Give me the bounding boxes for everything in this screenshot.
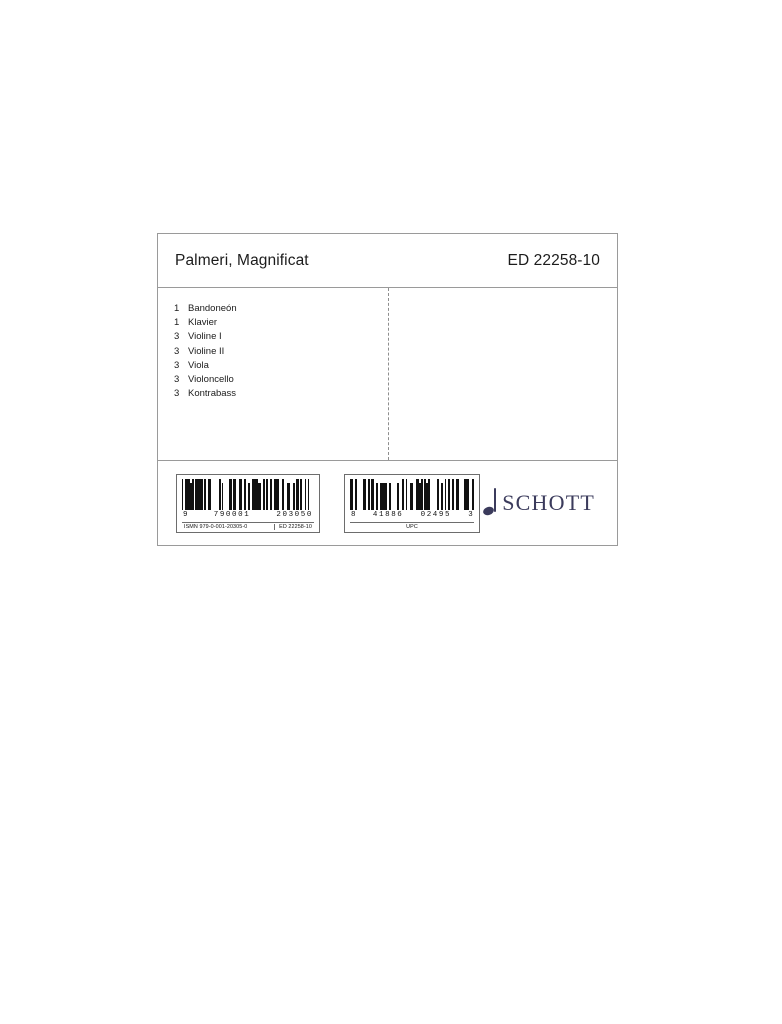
instrument-name: Violine II [188, 345, 225, 357]
instrument-quantity: 3 [174, 388, 180, 400]
publisher-name: SCHOTT [502, 490, 595, 515]
instrument-quantity: 1 [174, 317, 180, 329]
upc-left-group: 41886 [372, 510, 404, 519]
upc-trail-digit: 3 [468, 510, 473, 519]
label-body [158, 288, 617, 461]
instrument-name: Klavier [188, 317, 218, 329]
ismn-lead-digit: 9 [183, 510, 188, 519]
instrument-quantity: 3 [174, 331, 180, 343]
instrument-name: Violoncello [188, 374, 234, 386]
label-header [158, 234, 617, 288]
upc-caption: UPC [350, 522, 474, 530]
instrument-name: Violine I [188, 331, 222, 343]
upc-barcode-digits [350, 511, 474, 519]
ismn-order-number: ED 22258-10 [274, 524, 314, 530]
ismn-number: ISMN 979-0-001-20305-0 [184, 523, 248, 530]
upc-lead-digit: 8 [351, 510, 356, 519]
ismn-barcode-bars [182, 479, 314, 510]
list-item [174, 373, 237, 387]
publisher-label-card [157, 233, 618, 546]
ismn-caption [182, 522, 314, 530]
publisher-logo [483, 488, 595, 518]
upc-right-group: 02495 [420, 510, 452, 519]
upc-barcode [344, 474, 480, 533]
ismn-left-group: 790001 [213, 510, 251, 519]
instrument-name: Bandoneón [188, 303, 237, 314]
instrumentation-list [174, 302, 237, 401]
ismn-barcode-digits [182, 511, 314, 519]
instrument-name: Viola [188, 359, 209, 371]
instrument-quantity: 3 [174, 374, 180, 386]
list-item [174, 302, 237, 316]
fold-divider [388, 288, 389, 460]
music-note-icon [483, 488, 499, 518]
instrument-quantity: 1 [174, 303, 180, 314]
list-item [174, 330, 237, 344]
label-footer [158, 461, 617, 545]
list-item [174, 387, 237, 401]
list-item [174, 345, 237, 359]
instrument-quantity: 3 [174, 359, 180, 371]
upc-barcode-bars [350, 479, 474, 510]
list-item [174, 359, 237, 373]
ismn-right-group: 203050 [276, 510, 313, 519]
order-number: ED 22258-10 [507, 251, 600, 269]
instrument-name: Kontrabass [188, 388, 237, 400]
page-title: Palmeri, Magnificat [175, 251, 309, 269]
instrument-quantity: 3 [174, 345, 180, 357]
list-item [174, 316, 237, 330]
ismn-barcode [176, 474, 320, 533]
